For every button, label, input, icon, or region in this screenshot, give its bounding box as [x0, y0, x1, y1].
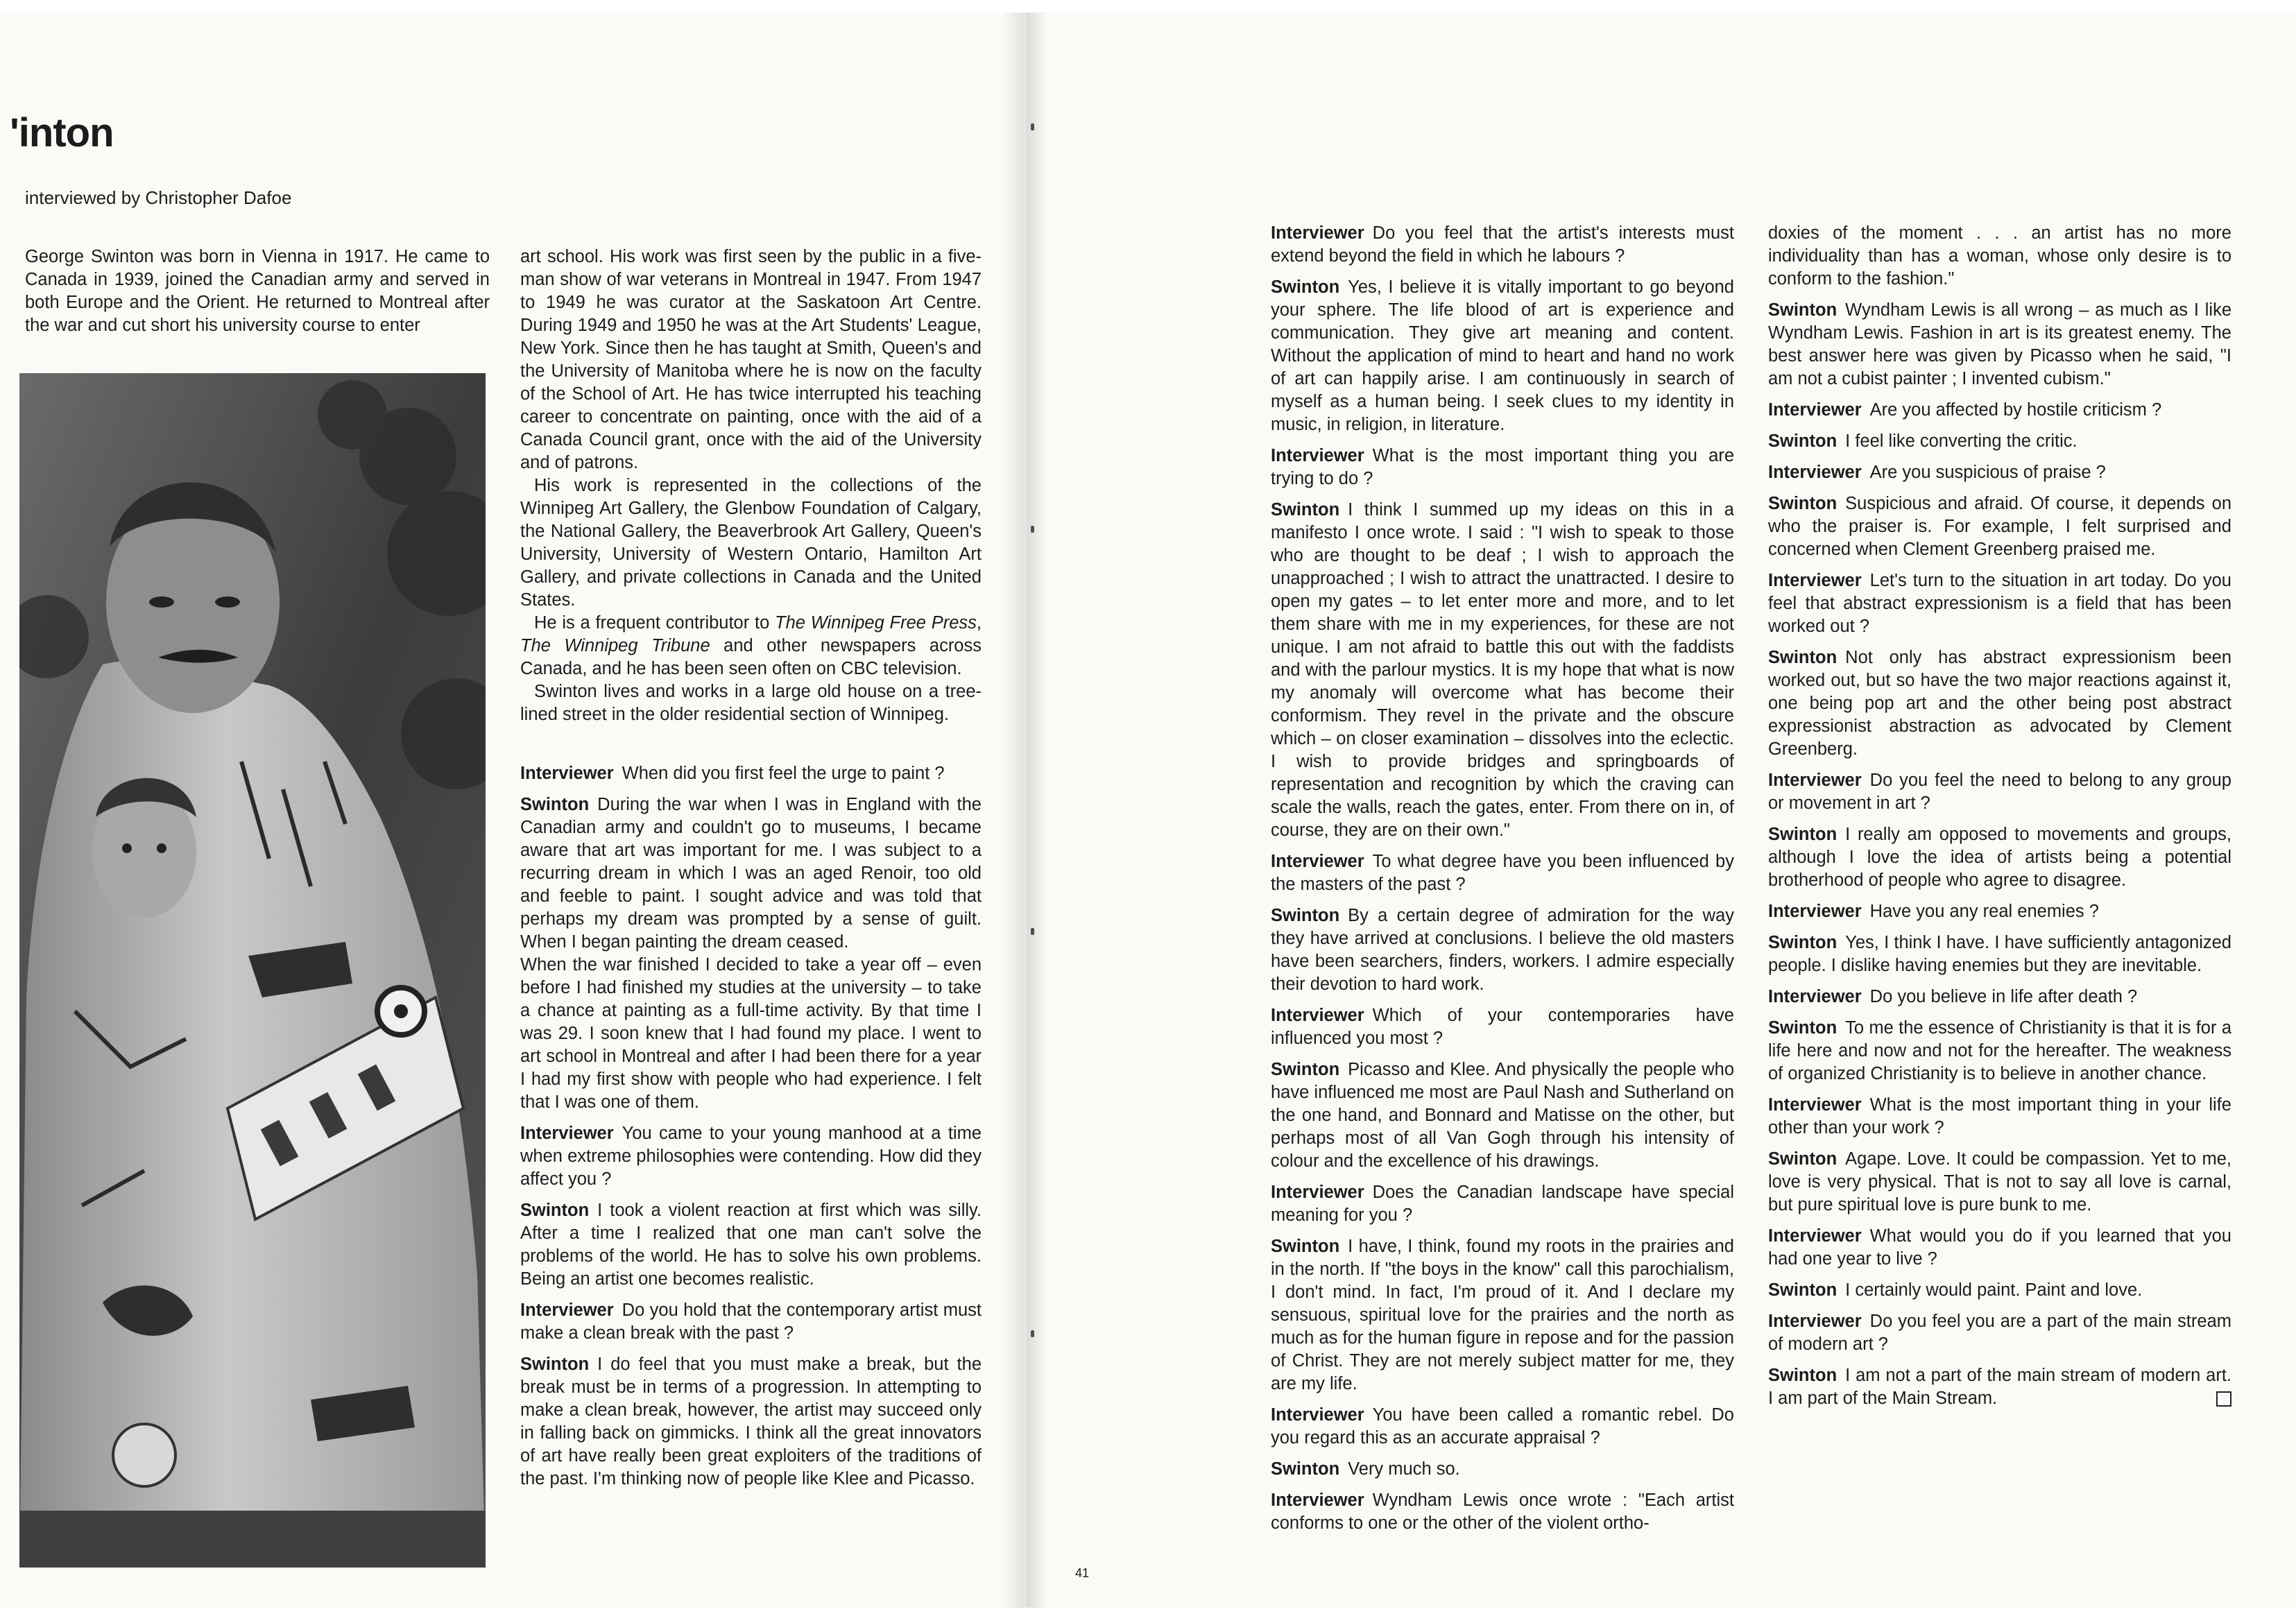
qa-text: Wyndham Lewis once wrote : "Each artist conforms to one or the other of the violent ortho-	[1271, 1491, 1734, 1533]
interview-qa-list	[520, 762, 982, 1491]
speaker-label: Interviewer	[1768, 463, 1862, 482]
qa-entry	[1271, 1404, 1734, 1450]
speaker-label: Interviewer	[1271, 446, 1364, 465]
qa-entry	[1271, 1489, 1734, 1535]
qa-entry	[1271, 222, 1734, 268]
publication-name: The Winnipeg Tribune	[520, 636, 710, 655]
qa-text: You came to your young manhood at a time when extreme philosophies were contending. How did they affect you ?	[520, 1124, 982, 1189]
qa-text: I took a violent reaction at first which was silly. After a time I realized that one man can't solve the problems of the world. He has to solve his own problems. Being an artist one becomes realistic.	[520, 1201, 982, 1289]
qa-text: During the war when I was in England with the Canadian army and couldn't go to museums, I became aware that art was important for me. I was subject to a recurring dream in which I was an aged Renoir, too old and feeble to paint. I sought advice and was told that perhaps my dream was prompted by a sense of guilt. When I began painting the dream ceased.	[520, 795, 982, 952]
qa-entry	[1768, 823, 2231, 892]
qa-entry	[1271, 276, 1734, 436]
speaker-label: Swinton	[1768, 648, 1837, 667]
speaker-label: Swinton	[1768, 300, 1837, 320]
qa-text: Does the Canadian landscape have special meaning for you ?	[1271, 1183, 1734, 1225]
qa-text: Have you any real enemies ?	[1869, 902, 2099, 921]
qa-entry	[520, 954, 982, 1114]
right-text-column	[1768, 222, 2231, 1410]
qa-text: By a certain degree of admiration for the way they have arrived at conclusions. I believe the old masters have been searchers, finders, workers. I admire especially their devotion to hard work.	[1271, 906, 1734, 994]
qa-entry	[1768, 900, 2231, 923]
left-page	[0, 12, 1023, 1608]
qa-entry	[1768, 1017, 2231, 1085]
portrait-photo	[19, 373, 486, 1568]
end-of-article-mark	[2216, 1391, 2231, 1407]
qa-entry	[1271, 1458, 1734, 1481]
qa-text: To me the essence of Christianity is that it is for a life here and now and not for the hereafter. The weakness of organized Christianity is to believe in another chance.	[1768, 1018, 2231, 1083]
qa-entry	[1768, 492, 2231, 561]
speaker-label: Interviewer	[1768, 771, 1862, 790]
qa-entry	[1768, 299, 2231, 390]
qa-entry	[1768, 1094, 2231, 1140]
qa-text: Suspicious and afraid. Of course, it depends on who the praiser is. For example, I felt surprised and concerned when Clement Greenberg praised me.	[1768, 494, 2231, 559]
qa-text: Not only has abstract expressionism been worked out, but so have the two major reactions against it, one being pop art and the other being post abstract expressionist abstraction as advocated by Clement Greenberg.	[1768, 648, 2231, 759]
qa-entry	[520, 1122, 982, 1191]
qa-entry	[1768, 986, 2231, 1008]
qa-text: Agape. Love. It could be compassion. Yet to me, love is very physical. That is not to say all love is carnal, but pure spiritual love is pure bunk to me.	[1768, 1149, 2231, 1214]
qa-entry	[1271, 1181, 1734, 1227]
speaker-label: Swinton	[520, 1355, 590, 1374]
article-byline: interviewed by Christopher Dafoe	[25, 187, 292, 208]
speaker-label: Interviewer	[1271, 852, 1364, 871]
speaker-label: Interviewer	[1271, 223, 1364, 243]
interview-qa-list	[1271, 222, 1734, 1535]
qa-entry	[520, 793, 982, 954]
qa-entry	[520, 1353, 982, 1491]
qa-entry	[1768, 1310, 2231, 1356]
speaker-label: Interviewer	[1271, 1491, 1364, 1510]
qa-entry	[1271, 850, 1734, 896]
speaker-label: Interviewer	[520, 1124, 614, 1143]
speaker-label: Swinton	[1271, 1459, 1340, 1479]
speaker-label: Swinton	[1768, 1149, 1837, 1169]
speaker-label: Interviewer	[520, 1300, 614, 1320]
qa-text: Picasso and Klee. And physically the people who have influenced me most are Paul Nash and Sutherland on the one hand, and Bonnard and Matisse on the other, but perhaps most of all Van Gogh through his intensity of colour and the excellence of his drawings.	[1271, 1060, 1734, 1171]
qa-entry	[520, 1199, 982, 1291]
qa-entry	[1271, 904, 1734, 996]
book-gutter-shadow	[1027, 12, 1047, 1608]
left-text-column	[520, 246, 982, 1491]
qa-entry	[1768, 1364, 2231, 1410]
continued-quote: doxies of the moment . . . an artist has no more individuality than has a woman, whose only desire is to conform to the fashion."	[1768, 223, 2231, 289]
qa-entry	[1768, 646, 2231, 761]
qa-text: What is the most important thing in your life other than your work ?	[1768, 1095, 2231, 1137]
qa-text: I think I summed up my ideas on this in a manifesto I once wrote. I said : "I wish to speak to those who are thought to be deaf ; I wish to approach the unapproached ; I wish to attract the unattracted. I desire to open my gates – to let enter more and more, and to let them share with me in my experiences, for these are not unique. I am not afraid to battle this out with the faddists and with the parlour mystics. It is my hope that what is now my anomaly will overcome what has become their conformism. They revel in the private and the obscure which – on closer examination – dissolves into the eclectic. I wish to provide bridges and springboards of representation and recognition by which the craving can scale the walls, reach the gates, enter. From there on in, of course, they are on their own."	[1271, 500, 1734, 840]
qa-text: Do you feel you are a part of the main stream of modern art ?	[1768, 1312, 2231, 1354]
bio-paragraph: Swinton lives and works in a large old house on a tree-lined street in the older residential section of Winnipeg.	[520, 682, 982, 724]
qa-text: What would you do if you learned that you had one year to live ?	[1768, 1226, 2231, 1269]
speaker-label: Swinton	[1271, 1237, 1340, 1256]
speaker-label: Swinton	[1768, 825, 1837, 844]
qa-entry	[1271, 445, 1734, 490]
page-number: 41	[1075, 1566, 1090, 1580]
qa-text: Do you believe in life after death ?	[1869, 987, 2138, 1006]
speaker-label: Swinton	[1768, 431, 1837, 451]
qa-text: Yes, I think I have. I have sufficiently antagonized people. I dislike having enemies but they are inevitable.	[1768, 933, 2231, 975]
speaker-label: Interviewer	[1271, 1183, 1364, 1202]
qa-text: I have, I think, found my roots in the prairies and in the north. If "the boys in the know" call this parochialism, I don't mind. In fact, I'm proud of it. And I declare my sensuous, spiritual love for the prairies and the north as much as for the human figure in repose and for the passion of Christ. They are not merely subject matter for me, they are my life.	[1271, 1237, 1734, 1393]
speaker-label: Interviewer	[1768, 902, 1862, 921]
interview-qa-list	[1768, 299, 2231, 1356]
qa-text: Do you feel the need to belong to any group or movement in art ?	[1768, 771, 2231, 813]
qa-text: Which of your contemporaries have influenced you most ?	[1271, 1006, 1734, 1048]
middle-text-column	[1271, 222, 1734, 1535]
bio-paragraph: He is a frequent contributor to The Winnipeg Free Press, The Winnipeg Tribune and other newspapers across Canada, and he has been seen often on CBC television.	[520, 613, 982, 678]
qa-text: Do you feel that the artist's interests must extend beyond the field in which he labours ?	[1271, 223, 1734, 266]
qa-entry	[1768, 461, 2231, 484]
speaker-label: Interviewer	[520, 764, 614, 783]
qa-entry	[1271, 1235, 1734, 1396]
speaker-label: Swinton	[1271, 906, 1340, 925]
article-title: 'inton	[10, 110, 114, 155]
bio-paragraph: art school. His work was first seen by the public in a five-man show of war veterans in Montreal in 1947. From 1947 to 1949 he was curator at the Saskatoon Art Centre. During 1949 and 1950 he was at the Art Students' League, New York. Since then he has taught at Smith, Queen's and the University of Manitoba where he is now on the faculty of the School of Art. He has twice interrupted his teaching career to concentrate on painting, once with the aid of a Canada Council grant, once with the aid of the University and of patrons.	[520, 247, 982, 472]
qa-entry	[1271, 1058, 1734, 1173]
speaker-label: Interviewer	[1768, 987, 1862, 1006]
speaker-label: Swinton	[520, 795, 590, 814]
qa-entry	[1768, 399, 2231, 422]
speaker-label: Swinton	[520, 1201, 590, 1220]
speaker-label: Interviewer	[1271, 1405, 1364, 1425]
speaker-label: Swinton	[1768, 1366, 1837, 1385]
speaker-label: Swinton	[1271, 277, 1340, 297]
qa-entry	[1768, 569, 2231, 638]
qa-entry	[1271, 499, 1734, 842]
qa-text: Yes, I believe it is vitally important to go beyond your sphere. The life blood of art is experience and communication. They give art meaning and content. Without the application of mind to heart and hand no work of art can happily arise. I am continuously in search of myself as a human being. I seek clues to my identity in music, in religion, in literature.	[1271, 277, 1734, 434]
qa-entry	[520, 762, 982, 785]
qa-entry	[1768, 1148, 2231, 1217]
qa-text: Wyndham Lewis is all wrong – as much as I like Wyndham Lewis. Fashion in art is its greatest enemy. The best answer here was given by Picasso when he said, "I am not a cubist painter ; I invented cubism."	[1768, 300, 2231, 388]
speaker-label: Interviewer	[1271, 1006, 1364, 1025]
qa-entry	[1768, 769, 2231, 815]
qa-text: Do you hold that the contemporary artist must make a clean break with the past ?	[520, 1300, 982, 1343]
qa-entry	[1768, 1225, 2231, 1271]
speaker-label: Interviewer	[1768, 1226, 1862, 1246]
publication-name: The Winnipeg Free Press	[775, 613, 977, 633]
qa-entry	[1768, 430, 2231, 453]
qa-text: When did you first feel the urge to paint ?	[622, 764, 945, 783]
speaker-label: Swinton	[1271, 500, 1340, 519]
qa-text: Are you affected by hostile criticism ?	[1869, 400, 2162, 420]
qa-entry	[520, 1299, 982, 1345]
qa-text: To what degree have you been influenced by the masters of the past ?	[1271, 852, 1734, 894]
speaker-label: Swinton	[1768, 1280, 1837, 1300]
speaker-label: Swinton	[1768, 494, 1837, 513]
speaker-label: Interviewer	[1768, 1095, 1862, 1115]
qa-entry	[1768, 1279, 2231, 1302]
speaker-label: Interviewer	[1768, 400, 1862, 420]
qa-entry	[1768, 931, 2231, 977]
qa-text: Are you suspicious of praise ?	[1869, 463, 2106, 482]
speaker-label: Interviewer	[1768, 571, 1862, 590]
qa-text: I do feel that you must make a break, but the break must be in terms of a progression. In attempting to make a clean break, however, the artist may succeed only in falling back on gimmicks. I think all the great innovators of art have really been great exploiters of the traditions of the past. I'm thinking now of people like Klee and Picasso.	[520, 1355, 982, 1488]
qa-text: I feel like converting the critic.	[1845, 431, 2077, 451]
speaker-label: Swinton	[1768, 933, 1837, 952]
speaker-label: Swinton	[1271, 1060, 1340, 1079]
qa-text: Let's turn to the situation in art today. Do you feel that abstract expressionism is a field that has been worked out ?	[1768, 571, 2231, 636]
intro-paragraph: George Swinton was born in Vienna in 1917. He came to Canada in 1939, joined the Canadian army and served in both Europe and the Orient. He returned to Montreal after the war and cut short his university course to enter	[25, 247, 490, 335]
qa-entry	[1271, 1004, 1734, 1050]
speaker-label: Interviewer	[1768, 1312, 1862, 1331]
bio-paragraph: His work is represented in the collections of the Winnipeg Art Gallery, the Glenbow Foundation of Calgary, the National Gallery, the Beaverbrook Art Gallery, Queen's University, University of Western Ontario, Hamilton Art Gallery, and private collections in Canada and the United States.	[520, 476, 982, 610]
speaker-label: Swinton	[1768, 1018, 1837, 1038]
qa-text: I certainly would paint. Paint and love.	[1845, 1280, 2143, 1300]
qa-text: When the war finished I decided to take a year off – even before I had finished my studies at the university – to take a chance at painting as a full-time activity. By that time I was 29. I soon knew that I had found my place. I went to art school in Montreal and after I had been there for a year I had my first show with people who had experience. I felt that I was one of them.	[520, 955, 982, 1112]
qa-text: Very much so.	[1348, 1459, 1460, 1479]
qa-text: You have been called a romantic rebel. Do you regard this as an accurate appraisal ?	[1271, 1405, 1734, 1448]
qa-text: What is the most important thing you are trying to do ?	[1271, 446, 1734, 488]
qa-text: I really am opposed to movements and groups, although I love the idea of artists being a potential brotherhood of people who agree to disagree.	[1768, 825, 2231, 890]
qa-text: I am not a part of the main stream of modern art. I am part of the Main Stream.	[1768, 1366, 2231, 1408]
